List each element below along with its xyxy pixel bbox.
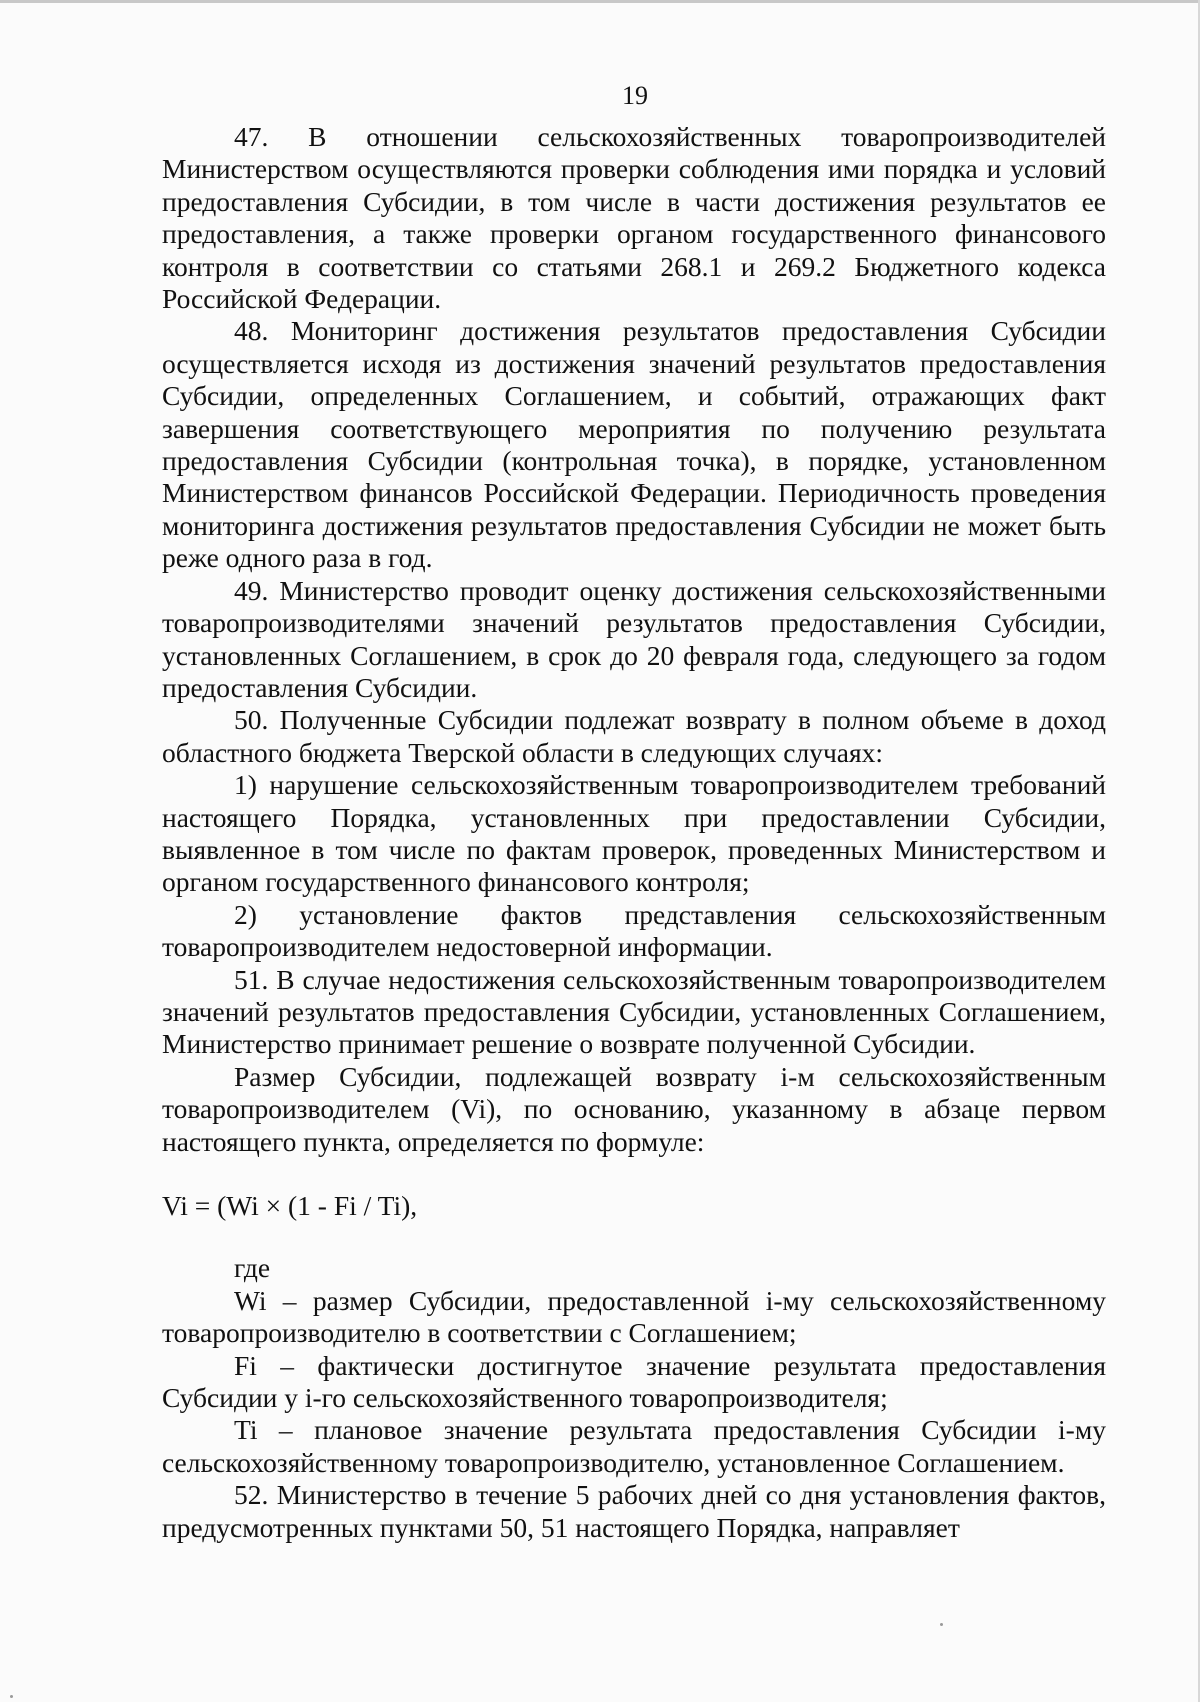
paragraph-51-size: Размер Субсидии, подлежащей возврату i-м сельскохозяйственным товаропроизводителем (Vi), по основанию, указанному в абзаце первом настоящего пункта, определяется по формуле:: [162, 1060, 1106, 1157]
document-body: [162, 121, 1106, 1544]
definition-ti: Ti – плановое значение результата предоставления Субсидии i-му сельскохозяйственному товаропроизводителю, установленное Соглашением.: [162, 1414, 1106, 1478]
paragraph-49: 49. Министерство проводит оценку достижения сельскохозяйственными товаропроизводителями значений результатов предоставления Субсидии, установленных Соглашением, в срок до 20 февраля года, следующего за годом предоставления Субсидии.: [162, 574, 1106, 703]
scan-edge-top: [0, 0, 1200, 3]
definition-wi: Wi – размер Субсидии, предоставленной i-му сельскохозяйственному товаропроизводителю в соответствии с Соглашением;: [162, 1284, 1106, 1349]
paragraph-50-item-1: 1) нарушение сельскохозяйственным товаропроизводителем требований настоящего Порядка, установленных при предоставлении Субсидии, выявленное в том числе по фактам проверок, проведенных Министерством и органом государственного финансового контроля;: [162, 769, 1106, 898]
scan-speck: [10, 1695, 13, 1698]
paragraph-50-item-2: 2) установление фактов представления сельскохозяйственным товаропроизводителем недостоверной информации.: [162, 898, 1106, 963]
paragraph-50: 50. Полученные Субсидии подлежат возврату в полном объеме в доход областного бюджета Тверской области в следующих случаях:: [162, 704, 1106, 768]
paragraph-51: 51. В случае недостижения сельскохозяйственным товаропроизводителем значений результатов предоставления Субсидии, установленных Соглашением, Министерство принимает решение о возврате полученной Субсидии.: [162, 963, 1106, 1060]
where-label: где: [234, 1252, 271, 1284]
paragraph-48: 48. Мониторинг достижения результатов предоставления Субсидии осуществляется исходя из достижения значений результатов предоставления Субсидии, определенных Соглашением, и событий, отражающих факт завершения соответствующего мероприятия по получению результата предоставления Субсидии (контрольная точка), в порядке, установленном Министерством финансов Российской Федерации. Периодичность проведения мониторинга достижения результатов предоставления Субсидии не может быть реже одного раза в год.: [162, 315, 1106, 574]
definition-fi: Fi – фактически достигнутое значение результата предоставления Субсидии у i-го сельскохозяйственного товаропроизводителя;: [162, 1349, 1106, 1414]
scan-speck: [940, 1623, 943, 1626]
paragraph-52: 52. Министерство в течение 5 рабочих дней со дня установления фактов, предусмотренных пунктами 50, 51 настоящего Порядка, направляет: [162, 1479, 1106, 1543]
paragraph-47: 47. В отношении сельскохозяйственных товаропроизводителей Министерством осуществляются проверки соблюдения ими порядка и условий предоставления Субсидии, в том числе в части достижения результатов ее предоставления, а также проверки органом государственного финансового контроля в соответствии со статьями 268.1 и 269.2 Бюджетного кодекса Российской Федерации.: [162, 121, 1106, 315]
page-number: 19: [622, 81, 648, 110]
formula: Vi = (Wi × (1 - Fi / Ti),: [162, 1190, 418, 1221]
